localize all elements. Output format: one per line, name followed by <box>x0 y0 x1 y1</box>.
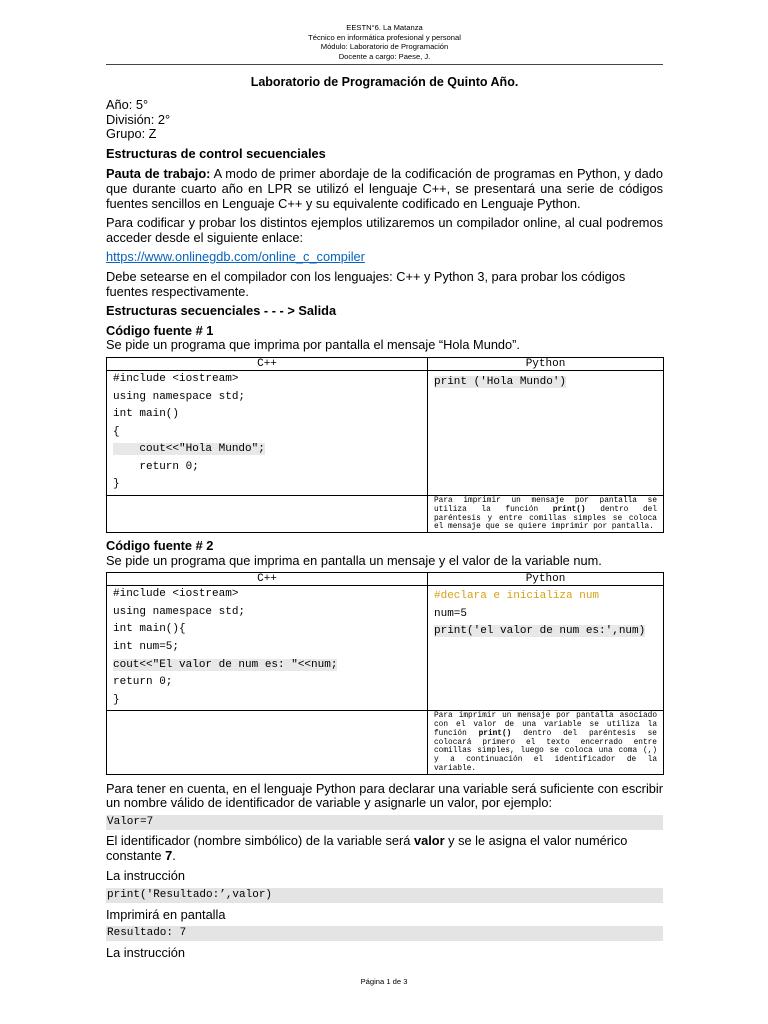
career-name: Técnico en informática profesional y personal <box>308 32 461 42</box>
code1-note-cell <box>428 495 664 532</box>
code-line: return 0; <box>113 460 199 473</box>
code2-empty-cell <box>107 711 428 775</box>
code1-empty-cell <box>107 495 428 532</box>
code2-table <box>106 572 664 775</box>
meta-grupo: Grupo: Z <box>106 126 157 142</box>
document-title: Laboratorio de Programación de Quinto Año. <box>250 75 519 89</box>
code1-python-cell <box>428 370 664 495</box>
var-value: 7 <box>165 847 173 863</box>
code-line <box>434 623 657 641</box>
code-line: } <box>113 478 120 491</box>
pauta-label: Pauta de trabajo: <box>106 166 211 182</box>
code-line-highlight: print('el valor de num es:',num) <box>434 625 646 638</box>
section-heading-control: Estructuras de control secuenciales <box>106 145 326 161</box>
page-header <box>106 0 663 61</box>
code2-note-cell <box>428 711 664 775</box>
pauta-paragraph <box>106 167 663 211</box>
code-line <box>113 657 421 675</box>
code2-heading: Código fuente # 2 <box>106 538 214 554</box>
section-heading-sequential: Estructuras secuenciales - - - > Salida <box>106 303 337 319</box>
code-line: #include <iostream> <box>113 372 239 385</box>
code-line: using namespace std; <box>113 390 246 403</box>
page-footer: Página 1 de 3 <box>360 977 408 986</box>
print-function: print() <box>478 729 512 738</box>
code-line: return 0; <box>113 676 173 689</box>
code1-python-header: Python <box>428 357 664 370</box>
code-line: int num=5; <box>113 641 180 654</box>
code-line: } <box>113 693 120 706</box>
setup-paragraph: Debe setearse en el compilador con los lenguajes: C++ y Python 3, para probar los códigos fuentes respectivamente. <box>106 268 626 299</box>
instruction-label-2: La instrucción <box>106 945 185 961</box>
code-line-highlight: cout<<"El valor de num es: "<<num; <box>113 658 338 671</box>
code-line: using namespace std; <box>113 605 246 618</box>
print-code-block: print('Resultado:’,valor) <box>106 888 663 903</box>
code-line-highlight: cout<<"Hola Mundo"; <box>113 443 265 456</box>
code-line: num=5 <box>434 607 468 620</box>
course-meta <box>106 98 663 142</box>
instruction-label-1: La instrucción <box>106 868 185 884</box>
identifier-paragraph: El identificador (nombre simbólico) de la variable será valor y se le asigna el valor numérico constante 7. <box>106 833 628 863</box>
code1-cpp-header: C++ <box>107 357 428 370</box>
code2-python-header: Python <box>428 573 664 586</box>
code1-note: Para imprimir un mensaje por pantalla se utiliza la función print() dentro del paréntesis y entre comillas simples se coloca el mensaje que se quiere imprimir por pantalla. <box>434 496 658 532</box>
document-page <box>106 0 663 961</box>
pauta-text: A modo de primer abordaje de la codificación de programas en Python, y dado que durante cuarto año en LPR se utilizó el lenguaje C++, se presentará una serie de códigos fuentes sencillos en Lenguaje C++ y su equivalente codificado en Lenguaje Python. <box>106 166 663 211</box>
code2-description: Se pide un programa que imprima en pantalla un mensaje y el valor de la variable num. <box>106 552 602 568</box>
code-line: { <box>113 425 120 438</box>
module-name: Módulo: Laboratorio de Programación <box>320 42 449 51</box>
code1-cpp-cell <box>107 370 428 495</box>
code1-table <box>106 357 664 533</box>
code2-cpp-cell <box>107 586 428 711</box>
code-line: #include <iostream> <box>113 588 239 601</box>
result-code-block: Resultado: 7 <box>106 926 663 941</box>
code2-cpp-header: C++ <box>107 573 428 586</box>
meta-division: División: 2° <box>106 111 171 127</box>
code-line: int main() <box>113 408 180 421</box>
code-line <box>113 441 421 459</box>
code2-note: Para imprimir un mensaje por pantalla asociado con el valor de una variable se utiliza la función print() dentro del paréntesis se colocará primero el texto encerrado entre comillas simples, luego se coloca una coma (,) y a continuación el identificador de la variable. <box>434 712 657 774</box>
python-comment: #declara e inicializa num <box>434 590 600 603</box>
code1-description: Se pide un programa que imprima por pantalla el mensaje “Hola Mundo”. <box>106 337 520 353</box>
valor-code-block: Valor=7 <box>106 815 663 830</box>
code-line-highlight: print ('Hola Mundo') <box>434 375 567 388</box>
school-name: EESTN°6. La Matanza <box>346 23 423 32</box>
print-function: print() <box>552 505 586 514</box>
code2-python-cell <box>428 586 664 711</box>
var-name: valor <box>413 833 445 849</box>
intro-paragraph: Para codificar y probar los distintos ejemplos utilizaremos un compilador online, al cual podremos acceder desde el siguiente enlace: <box>106 215 663 245</box>
tener-paragraph: Para tener en cuenta, en el lenguaje Python para declarar una variable será suficiente con escribir un nombre válido de identificador de variable y asignarle un valor, por ejemplo: <box>106 780 664 811</box>
code1-heading: Código fuente # 1 <box>106 322 214 338</box>
code-line <box>434 374 657 392</box>
imprimira-label: Imprimirá en pantalla <box>106 906 226 922</box>
compiler-link[interactable]: https://www.onlinegdb.com/online_c_compiler <box>106 249 365 265</box>
teacher-name: Docente a cargo: Paese, J. <box>338 51 431 61</box>
meta-anio: Año: 5° <box>106 97 149 112</box>
code-line: int main(){ <box>113 623 186 636</box>
header-divider <box>106 64 663 65</box>
